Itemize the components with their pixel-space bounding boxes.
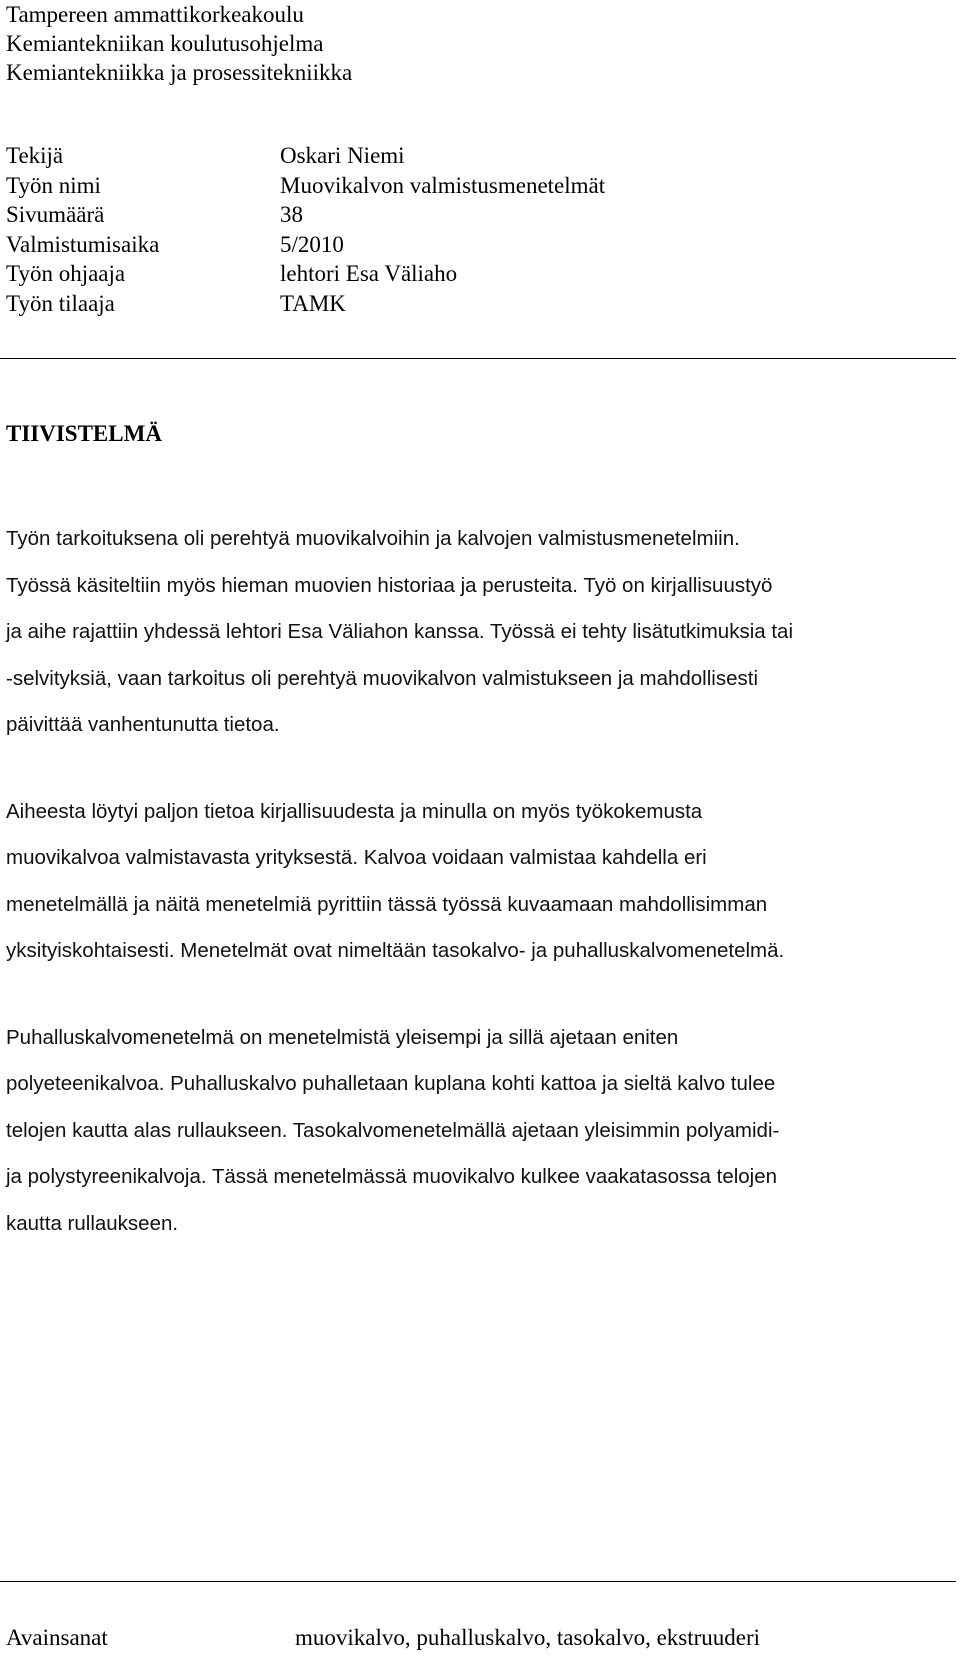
abstract-heading: TIIVISTELMÄ [6, 421, 162, 446]
bottom-divider [0, 1581, 956, 1582]
text-line: telojen kautta alas rullaukseen. Tasokalvomenetelmällä ajetaan yleisimmin polyamidi- [6, 1118, 780, 1142]
meta-row-title [6, 171, 605, 201]
meta-value: Muovikalvon valmistusmenetelmät [280, 172, 606, 198]
text-line: Aiheesta löytyi paljon tietoa kirjallisuudesta ja minulla on myös työkokemusta [6, 799, 703, 823]
university-name: Tampereen ammattikorkeakoulu [6, 2, 304, 27]
meta-row-supervisor [6, 259, 605, 289]
text-line: ja polystyreenikalvoja. Tässä menetelmässä muovikalvo kulkee vaakatasossa telojen [6, 1165, 778, 1188]
specialisation: Kemiantekniikka ja prosessitekniikka [6, 60, 353, 85]
text-line: kautta rullaukseen. [6, 1211, 179, 1235]
meta-label: Tekijä [6, 143, 64, 168]
keywords-value: muovikalvo, puhalluskalvo, tasokalvo, ekstruuderi [295, 1625, 761, 1650]
meta-value: 38 [280, 202, 303, 227]
meta-label: Työn tilaaja [6, 290, 115, 316]
meta-label: Työn ohjaaja [6, 261, 126, 286]
meta-label: Työn nimi [6, 172, 101, 198]
thesis-metadata [6, 141, 605, 318]
text-line: -selvityksiä, vaan tarkoitus oli perehtyä muovikalvon valmistukseen ja mahdollisesti [6, 666, 758, 690]
text-line: Työn tarkoituksena oli perehtyä muovikalvoihin ja kalvojen valmistusmenetelmiin. [6, 527, 740, 550]
text-line: menetelmällä ja näitä menetelmiä pyrittiin tässä työssä kuvaamaan mahdollisimman [6, 892, 768, 916]
meta-row-author [6, 141, 605, 171]
meta-value: Oskari Niemi [280, 143, 405, 168]
abstract-paragraph-1 [6, 516, 956, 749]
meta-row-completion-date [6, 230, 605, 260]
meta-label: Sivumäärä [6, 202, 105, 227]
keywords-label: Avainsanat [6, 1625, 108, 1650]
text-line: yksityiskohtaisesti. Menetelmät ovat nimeltään tasokalvo- ja puhalluskalvomenetelmä. [6, 939, 785, 962]
degree-programme: Kemiantekniikan koulutusohjelma [6, 31, 324, 56]
text-line: muovikalvoa valmistavasta yrityksestä. Kalvoa voidaan valmistaa kahdella eri [6, 846, 707, 869]
top-divider [0, 358, 956, 359]
meta-row-pages [6, 200, 605, 230]
keywords-row [6, 1625, 760, 1651]
abstract-paragraph-3 [6, 1015, 956, 1248]
institution-header [6, 0, 352, 87]
meta-label: Valmistumisaika [6, 231, 160, 257]
abstract-body [6, 516, 956, 1287]
abstract-paragraph-2 [6, 789, 956, 975]
text-line: Puhalluskalvomenetelmä on menetelmistä yleisempi ja sillä ajetaan eniten [6, 1025, 679, 1049]
text-line: polyeteenikalvoa. Puhalluskalvo puhalletaan kuplana kohti kattoa ja sieltä kalvo tulee [6, 1072, 776, 1095]
meta-row-commissioner [6, 289, 605, 319]
text-line: päivittää vanhentunutta tietoa. [6, 713, 280, 736]
meta-value: lehtori Esa Väliaho [280, 261, 458, 286]
meta-value: TAMK [280, 290, 346, 316]
meta-value: 5/2010 [280, 231, 344, 257]
text-line: ja aihe rajattiin yhdessä lehtori Esa Väliahon kanssa. Työssä ei tehty lisätutkimuksia tai [6, 620, 794, 643]
text-line: Työssä käsiteltiin myös hieman muovien historiaa ja perusteita. Työ on kirjallisuustyö [6, 573, 773, 597]
